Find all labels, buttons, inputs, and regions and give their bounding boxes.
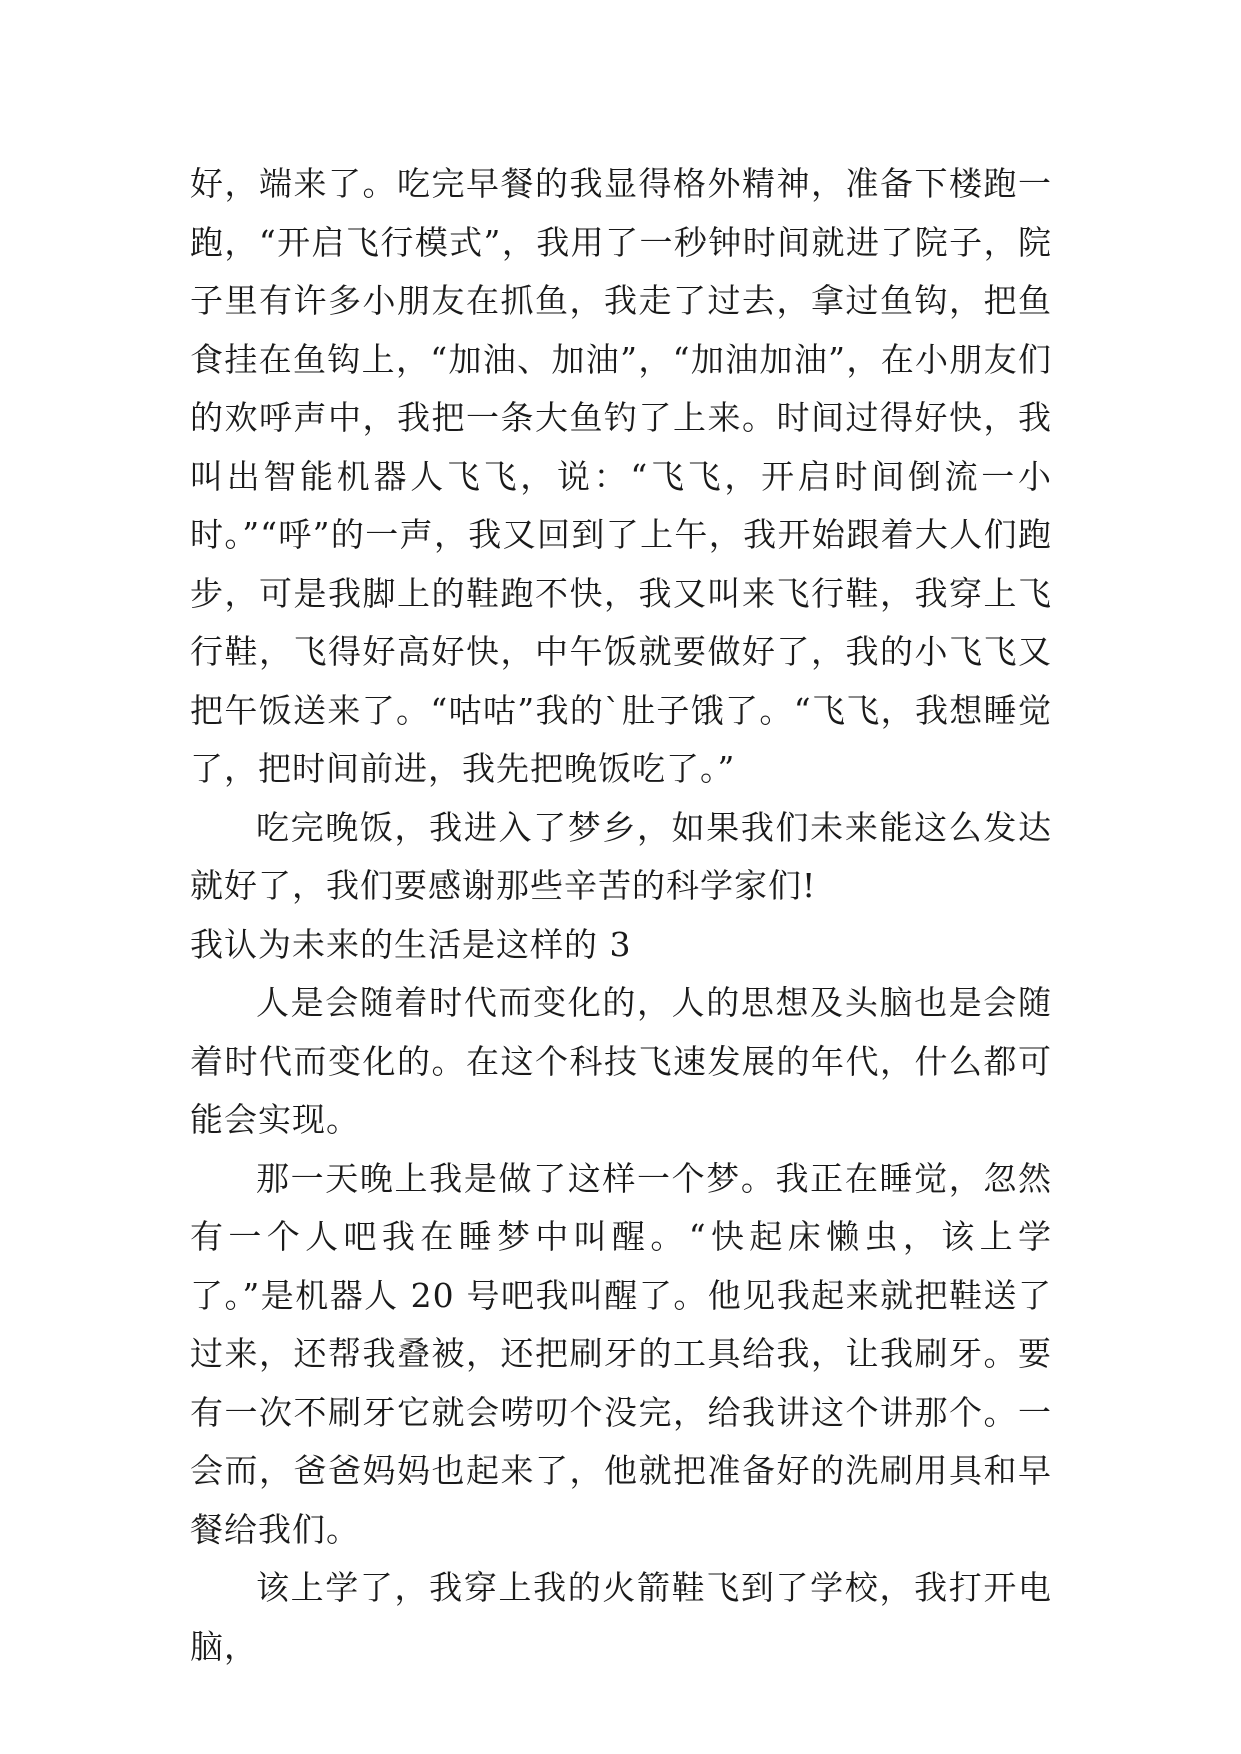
paragraph-school: 该上学了，我穿上我的火箭鞋飞到了学校，我打开电脑，	[190, 1568, 1052, 1666]
paragraph-intro: 人是会随着时代而变化的，人的思想及头脑也是会随着时代而变化的。在这个科技飞速发展的年代，什么都可能会实现。	[190, 983, 1052, 1139]
paragraph-ending: 吃完晚饭，我进入了梦乡，如果我们未来能这么发达就好了，我们要感谢那些辛苦的科学家们!	[190, 807, 1052, 905]
section-heading: 我认为未来的生活是这样的 3	[190, 924, 632, 964]
paragraph-story-continuation: 好，端来了。吃完早餐的我显得格外精神，准备下楼跑一跑，“开启飞行模式”，我用了一秒钟时间就进了院子，院子里有许多小朋友在抓鱼，我走了过去，拿过鱼钩，把鱼食挂在鱼钩上，“加油、加油”，“加油加油”，在小朋友们的欢呼声中，我把一条大鱼钓了上来。时间过得好快，我叫出智能机器人飞飞，说：“飞飞，开启时间倒流一小时。”“呼”的一声，我又回到了上午，我开始跟着大人们跑步，可是我脚上的鞋跑不快，我又叫来飞行鞋，我穿上飞行鞋，飞得好高好快，中午饭就要做好了，我的小飞飞又把午饭送来了。“咕咕”我的`肚子饿了。“飞飞，我想睡觉了，把时间前进，我先把晚饭吃了。”	[190, 164, 1052, 788]
paragraph-dream: 那一天晚上我是做了这样一个梦。我正在睡觉，忽然有一个人吧我在睡梦中叫醒。“快起床懒虫，该上学了。”是机器人 20 号吧我叫醒了。他见我起来就把鞋送了过来，还帮我叠被，还把刷牙的工具给我，让我刷牙。要有一次不刷牙它就会唠叨个没完，给我讲这个讲那个。一会而，爸爸妈妈也起来了，他就把准备好的洗刷用具和早餐给我们。	[190, 1158, 1052, 1549]
document-body	[190, 155, 1052, 1676]
